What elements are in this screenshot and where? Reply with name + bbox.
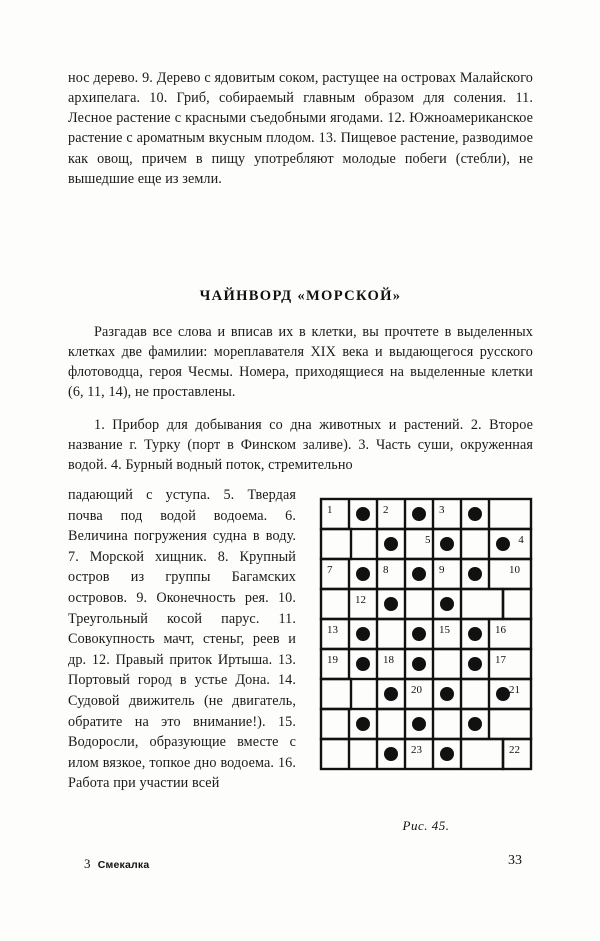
cell-number: 17 [495, 654, 506, 666]
cell-number: 8 [383, 564, 389, 576]
top-paragraph-text: нос дерево. 9. Дерево с ядовитым соком, растущее на островах Малайского архипелага. 10. Гриб, собираемый главным образом для соления. 11. Лесное растение с красными съедобными ягодами. 12. Южноамериканское растение с ароматным вкусным плодом. 13. Пищевое растение, разводимое как овощ, причем в пищу употребляют молодые побеги (стебли), не вышедшие еще из земли. [68, 70, 533, 187]
clues-paragraph-narrow [68, 485, 296, 794]
cell-number: 16 [495, 624, 506, 636]
cell-number: 2 [383, 504, 389, 516]
clues-wide-text: 1. Прибор для добывания со дна животных и растений. 2. Второе название г. Турку (порт в Финском заливе). 3. Часть суши, окруженная водой. 4. Бурный водный поток, стремительно [68, 417, 533, 474]
signature-number: 3 [84, 856, 91, 871]
page-number: 33 [508, 853, 522, 868]
cell-number: 22 [509, 744, 520, 756]
clues-paragraph-wide [68, 415, 533, 475]
cell-number: 7 [327, 564, 333, 576]
footer-signature [84, 856, 149, 872]
cell-number: 19 [327, 654, 338, 666]
cell-number: 9 [439, 564, 445, 576]
cell-number: 23 [411, 744, 422, 756]
cell-number: 12 [355, 594, 366, 606]
cell-number: 21 [509, 684, 520, 696]
cell-number: 5 [425, 534, 431, 546]
book-title: Смекалка [97, 859, 150, 871]
clues-narrow-text: падающий с уступа. 5. Твердая почва под водой водоема. 6. Величина погружения судна в воду. 7. Морской хищник. 8. Крупный остров из группы Багамских островов. 9. Оконечность рея. 10. Треугольный косой парус. 11. Совокупность мачт, стеньг, реев и др. 12. Правый приток Иртыша. 13. Портовый город в устье Дона. 14. Судовой движитель (не двигатель, обратите на это внимание!). 15. Водоросли, образующие вместе с илом вязкое, топкое дно водоема. 16. Работа при участии всей [68, 487, 296, 792]
intro-paragraph-text: Разгадав все слова и вписав их в клетки, вы прочтете в выделенных клетках две фамилии: мореплавателя XIX века и выдающегося русского флотоводца, героя Чесмы. Номера, приходящиеся на выделенные клетки (6, 11, 14), не проставлены. [68, 324, 533, 401]
cell-number: 20 [411, 684, 422, 696]
cell-number: 1 [327, 504, 333, 516]
cell-number: 3 [439, 504, 445, 516]
cell-number: 15 [439, 624, 450, 636]
section-heading: ЧАЙНВОРД «МОРСКОЙ» [199, 288, 402, 304]
cell-numbers [327, 504, 524, 756]
chainword-grid [318, 496, 534, 808]
top-paragraph [68, 68, 533, 189]
intro-paragraph [68, 322, 533, 403]
cell-number: 4 [518, 534, 524, 546]
figure-caption: Рис. 45. [402, 818, 450, 833]
chainword-figure [318, 496, 534, 808]
cell-number: 13 [327, 624, 338, 636]
cell-number: 18 [383, 654, 394, 666]
cell-number: 10 [509, 564, 520, 576]
